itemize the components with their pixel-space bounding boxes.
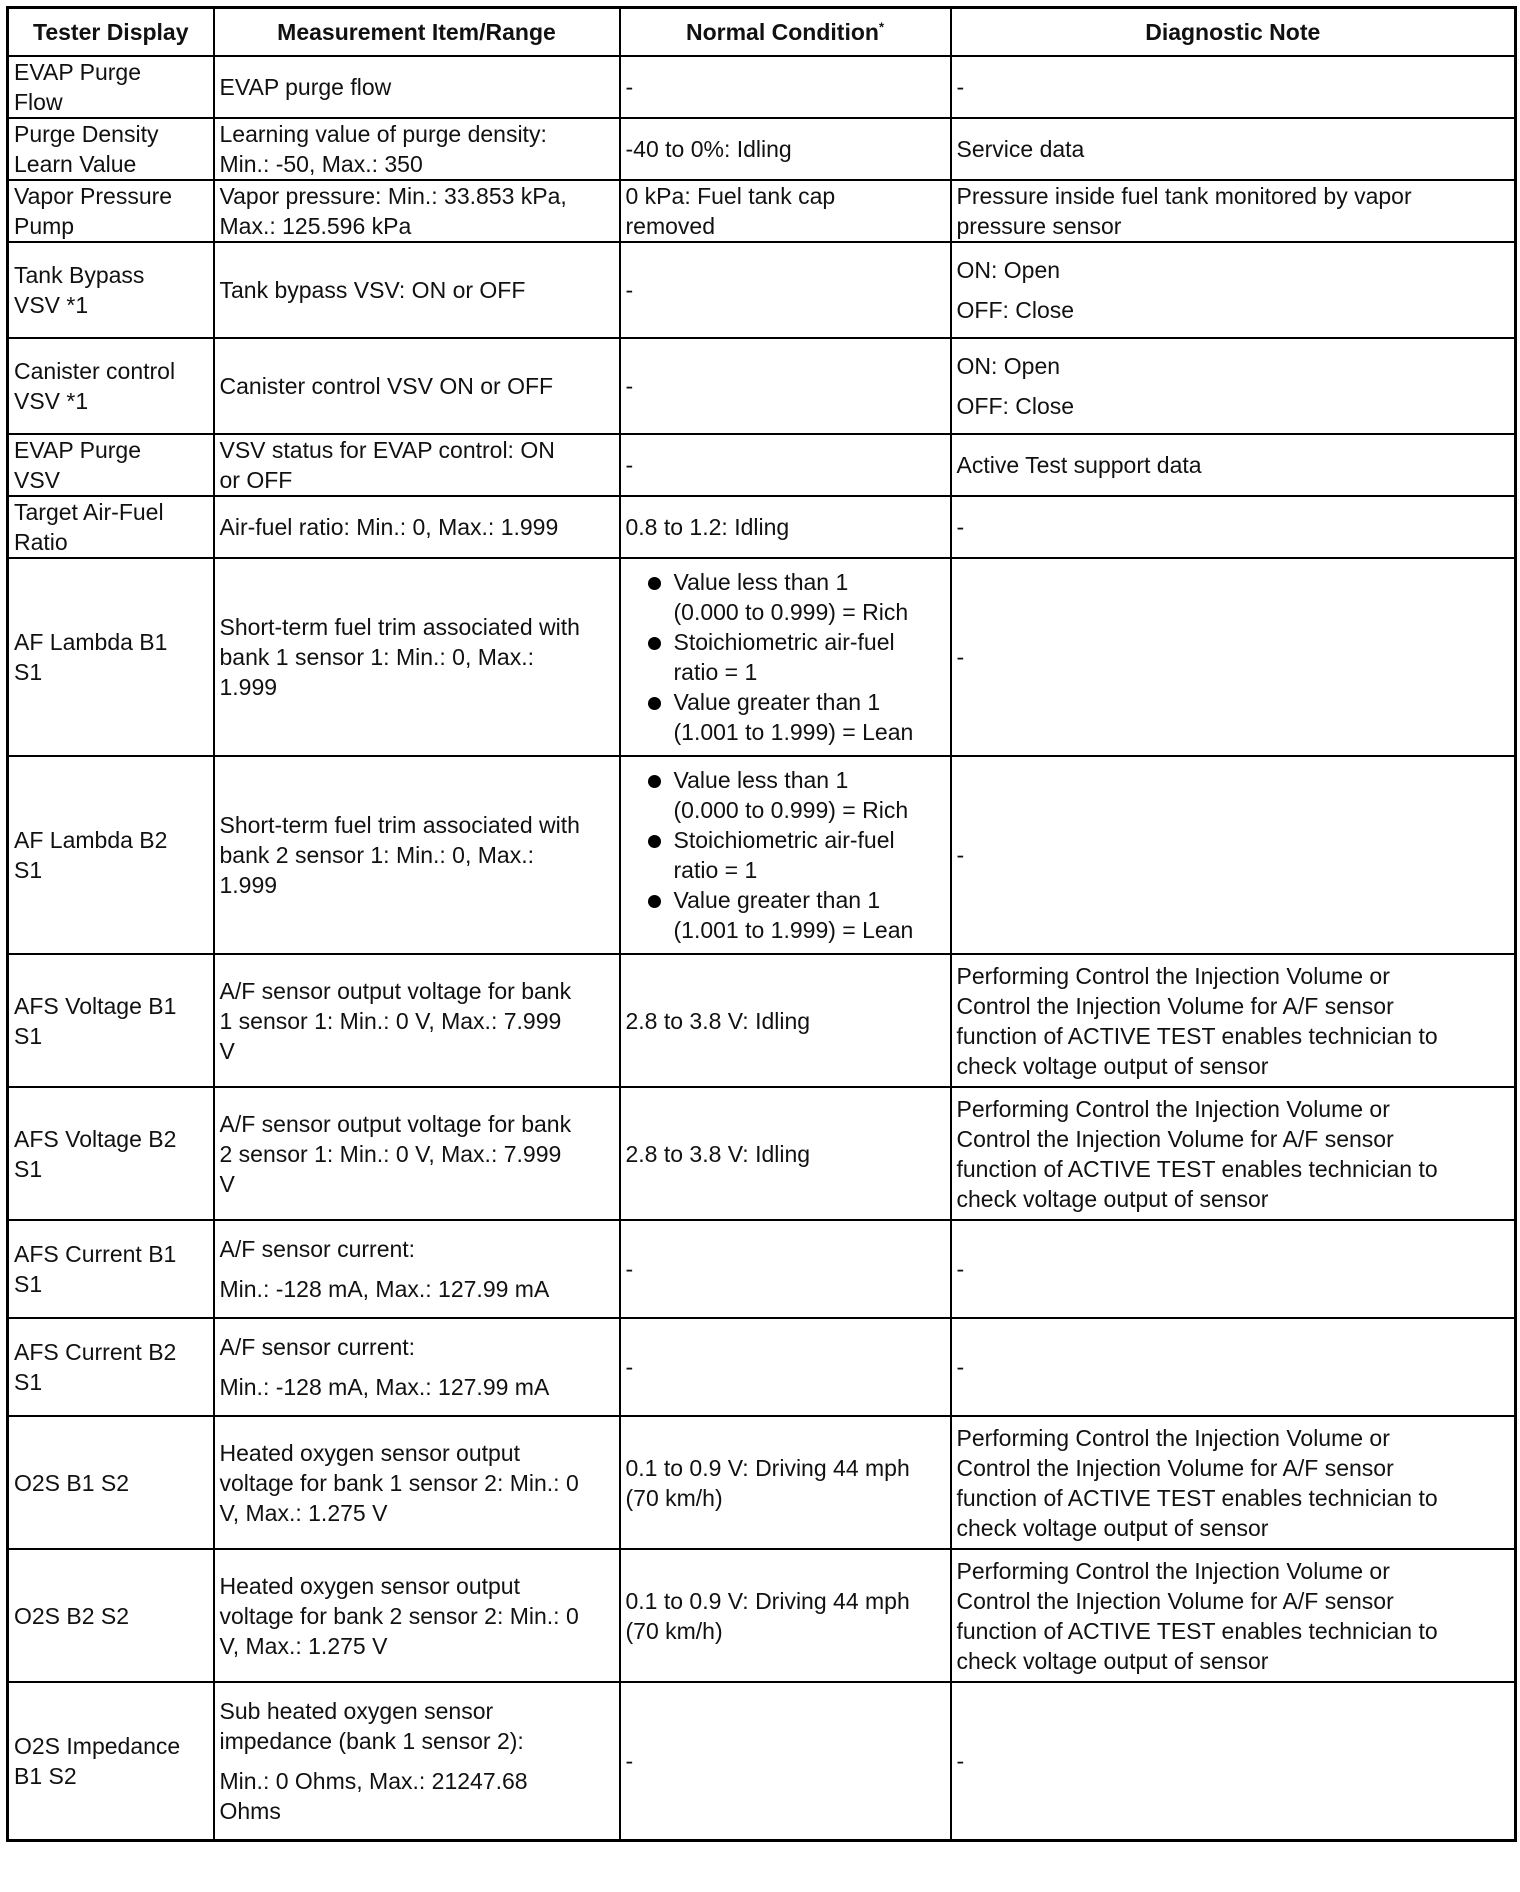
cell-text: -	[956, 74, 965, 100]
list-item	[626, 567, 945, 627]
cell-text: -	[956, 1354, 965, 1380]
bullet-text: Value less than 1 (0.000 to 0.999) = Rich	[673, 767, 909, 823]
cell-measurement	[214, 756, 620, 954]
cell-text: -	[625, 373, 634, 399]
table-row	[8, 1087, 1516, 1220]
cell-text: Canister control VSV ON or OFF	[219, 373, 554, 399]
cell-measurement	[214, 954, 620, 1087]
bullet-icon	[648, 697, 661, 710]
cell-measurement	[214, 338, 620, 434]
cell-text: Air-fuel ratio: Min.: 0, Max.: 1.999	[219, 514, 559, 540]
table-row	[8, 1220, 1516, 1318]
list-item	[626, 627, 945, 687]
data-table	[6, 6, 1517, 1842]
cell-text: Min.: -128 mA, Max.: 127.99 mA	[219, 1374, 550, 1400]
cell-text: -	[625, 74, 634, 100]
bullet-text: Stoichiometric air-fuel ratio = 1	[673, 629, 895, 685]
cell-diagnostic-note	[951, 1549, 1516, 1682]
paragraph-gap	[220, 1756, 614, 1766]
cell-text: -	[956, 514, 965, 540]
cell-text: 0 kPa: Fuel tank cap removed	[625, 183, 836, 239]
cell-text: Service data	[956, 136, 1085, 162]
cell-normal-condition	[620, 118, 951, 180]
cell-normal-condition	[620, 496, 951, 558]
cell-normal-condition	[620, 1220, 951, 1318]
cell-diagnostic-note	[951, 1318, 1516, 1416]
bullet-icon	[648, 775, 661, 788]
cell-diagnostic-note	[951, 434, 1516, 496]
cell-text: A/F sensor output voltage for bank 2 sensor 1: Min.: 0 V, Max.: 7.999 V	[219, 1110, 572, 1197]
cell-text: EVAP purge flow	[219, 74, 392, 100]
header-diagnostic-note	[951, 8, 1516, 57]
header-label: Normal Condition	[686, 19, 879, 45]
cell-diagnostic-note	[951, 1682, 1516, 1840]
cell-tester-display: O2S B2 S2	[8, 1549, 214, 1682]
cell-tester-display: O2S Impedance B1 S2	[8, 1682, 214, 1840]
cell-diagnostic-note	[951, 558, 1516, 756]
table-row	[8, 496, 1516, 558]
cell-text: VSV status for EVAP control: ON or OFF	[219, 437, 555, 493]
table-row	[8, 56, 1516, 118]
cell-text: -	[625, 1354, 634, 1380]
paragraph-gap	[220, 1264, 614, 1274]
cell-measurement	[214, 496, 620, 558]
cell-text: A/F sensor output voltage for bank 1 sensor 1: Min.: 0 V, Max.: 7.999 V	[219, 977, 572, 1064]
cell-text: Performing Control the Injection Volume or Control the Injection Volume for A/F sensor function of ACTIVE TEST enables technician to check voltage output of sensor	[956, 1557, 1438, 1674]
header-label: Measurement Item/Range	[277, 19, 556, 45]
cell-normal-condition	[620, 1682, 951, 1840]
table-header-row	[8, 8, 1516, 57]
bullet-icon	[648, 637, 661, 650]
cell-diagnostic-note	[951, 954, 1516, 1087]
cell-tester-display: EVAP Purge Flow	[8, 56, 214, 118]
list-item	[626, 687, 945, 747]
table-body	[8, 56, 1516, 1840]
header-normal-condition	[620, 8, 951, 57]
cell-normal-condition	[620, 180, 951, 242]
cell-text: Learning value of purge density: Min.: -50, Max.: 350	[219, 121, 547, 177]
cell-measurement	[214, 434, 620, 496]
table-row	[8, 558, 1516, 756]
cell-normal-condition	[620, 242, 951, 338]
bullet-text: Value greater than 1 (1.001 to 1.999) = Lean	[673, 887, 914, 943]
cell-text: 2.8 to 3.8 V: Idling	[625, 1007, 811, 1034]
bullet-list	[626, 765, 945, 945]
cell-tester-display: AFS Current B2 S1	[8, 1318, 214, 1416]
cell-measurement	[214, 242, 620, 338]
cell-text: Short-term fuel trim associated with bank 2 sensor 1: Min.: 0, Max.: 1.999	[219, 812, 580, 898]
cell-measurement	[214, 558, 620, 756]
cell-text: 0.1 to 0.9 V: Driving 44 mph (70 km/h)	[625, 1454, 910, 1511]
cell-tester-display: AFS Current B1 S1	[8, 1220, 214, 1318]
cell-text: OFF: Close	[956, 297, 1075, 323]
cell-text: -	[956, 1256, 965, 1282]
cell-text: Sub heated oxygen sensor impedance (bank 1 sensor 2):	[219, 1697, 524, 1754]
cell-diagnostic-note	[951, 1416, 1516, 1549]
cell-tester-display: AFS Voltage B2 S1	[8, 1087, 214, 1220]
cell-text: A/F sensor current:	[219, 1334, 416, 1360]
cell-text: ON: Open	[956, 353, 1061, 379]
cell-tester-display: Purge Density Learn Value	[8, 118, 214, 180]
cell-tester-display: AF Lambda B1 S1	[8, 558, 214, 756]
bullet-list	[626, 567, 945, 747]
table-row	[8, 756, 1516, 954]
cell-normal-condition	[620, 954, 951, 1087]
table-row	[8, 1318, 1516, 1416]
bullet-text: Value greater than 1 (1.001 to 1.999) = Lean	[673, 689, 914, 745]
cell-diagnostic-note	[951, 338, 1516, 434]
table-row	[8, 434, 1516, 496]
cell-measurement	[214, 1318, 620, 1416]
cell-text: -40 to 0%: Idling	[625, 136, 792, 162]
cell-measurement	[214, 118, 620, 180]
bullet-icon	[648, 835, 661, 848]
cell-text: Short-term fuel trim associated with bank 1 sensor 1: Min.: 0, Max.: 1.999	[219, 614, 580, 700]
cell-tester-display: Target Air-Fuel Ratio	[8, 496, 214, 558]
cell-measurement	[214, 1682, 620, 1840]
cell-tester-display: EVAP Purge VSV	[8, 434, 214, 496]
cell-text: -	[625, 1256, 634, 1282]
cell-diagnostic-note	[951, 242, 1516, 338]
cell-text: -	[956, 842, 965, 868]
cell-text: -	[625, 1747, 634, 1774]
bullet-icon	[648, 895, 661, 908]
cell-normal-condition	[620, 338, 951, 434]
header-label: Tester Display	[32, 19, 189, 45]
cell-text: Vapor pressure: Min.: 33.853 kPa, Max.: 125.596 kPa	[219, 183, 567, 239]
cell-text: 0.1 to 0.9 V: Driving 44 mph (70 km/h)	[625, 1587, 910, 1644]
cell-text: Performing Control the Injection Volume or Control the Injection Volume for A/F sensor function of ACTIVE TEST enables technician to check voltage output of sensor	[956, 1095, 1438, 1212]
cell-measurement	[214, 180, 620, 242]
cell-normal-condition	[620, 558, 951, 756]
cell-normal-condition	[620, 756, 951, 954]
cell-text: Performing Control the Injection Volume or Control the Injection Volume for A/F sensor function of ACTIVE TEST enables technician to check voltage output of sensor	[956, 962, 1438, 1079]
table-row	[8, 1682, 1516, 1840]
cell-diagnostic-note	[951, 756, 1516, 954]
table-row	[8, 242, 1516, 338]
cell-diagnostic-note	[951, 496, 1516, 558]
table-row	[8, 1549, 1516, 1682]
paragraph-gap	[957, 285, 1510, 295]
cell-normal-condition	[620, 56, 951, 118]
cell-measurement	[214, 1220, 620, 1318]
cell-text: -	[956, 644, 965, 670]
cell-text: OFF: Close	[956, 393, 1075, 419]
cell-normal-condition	[620, 1087, 951, 1220]
paragraph-gap	[220, 1362, 614, 1372]
cell-tester-display: Tank Bypass VSV *1	[8, 242, 214, 338]
page	[6, 6, 1514, 1842]
table-row	[8, 1416, 1516, 1549]
cell-measurement	[214, 1087, 620, 1220]
cell-diagnostic-note	[951, 56, 1516, 118]
cell-diagnostic-note	[951, 118, 1516, 180]
table-row	[8, 954, 1516, 1087]
bullet-text: Stoichiometric air-fuel ratio = 1	[673, 827, 895, 883]
cell-text: Performing Control the Injection Volume or Control the Injection Volume for A/F sensor function of ACTIVE TEST enables technician to check voltage output of sensor	[956, 1424, 1438, 1541]
cell-normal-condition	[620, 1318, 951, 1416]
cell-text: Tank bypass VSV: ON or OFF	[219, 277, 526, 303]
cell-tester-display: Canister control VSV *1	[8, 338, 214, 434]
header-measurement	[214, 8, 620, 57]
cell-text: Heated oxygen sensor output voltage for bank 1 sensor 2: Min.: 0 V, Max.: 1.275 V	[219, 1439, 579, 1526]
cell-diagnostic-note	[951, 180, 1516, 242]
cell-text: Heated oxygen sensor output voltage for bank 2 sensor 2: Min.: 0 V, Max.: 1.275 V	[219, 1572, 579, 1659]
cell-normal-condition	[620, 434, 951, 496]
cell-text: Min.: 0 Ohms, Max.: 21247.68 Ohms	[219, 1767, 528, 1824]
list-item	[626, 825, 945, 885]
cell-diagnostic-note	[951, 1087, 1516, 1220]
cell-tester-display: O2S B1 S2	[8, 1416, 214, 1549]
cell-measurement	[214, 56, 620, 118]
header-label: Diagnostic Note	[1145, 19, 1321, 45]
cell-text: -	[956, 1747, 965, 1774]
list-item	[626, 765, 945, 825]
cell-measurement	[214, 1549, 620, 1682]
cell-text: ON: Open	[956, 257, 1061, 283]
cell-normal-condition	[620, 1416, 951, 1549]
paragraph-gap	[957, 381, 1510, 391]
bullet-icon	[648, 577, 661, 590]
cell-tester-display: AFS Voltage B1 S1	[8, 954, 214, 1087]
cell-text: A/F sensor current:	[219, 1236, 416, 1262]
table-row	[8, 118, 1516, 180]
header-tester-display	[8, 8, 214, 57]
bullet-text: Value less than 1 (0.000 to 0.999) = Rich	[673, 569, 909, 625]
table-row	[8, 180, 1516, 242]
cell-normal-condition	[620, 1549, 951, 1682]
cell-tester-display: AF Lambda B2 S1	[8, 756, 214, 954]
cell-text: Min.: -128 mA, Max.: 127.99 mA	[219, 1276, 550, 1302]
list-item	[626, 885, 945, 945]
cell-text: 0.8 to 1.2: Idling	[625, 514, 790, 540]
cell-diagnostic-note	[951, 1220, 1516, 1318]
cell-text: Pressure inside fuel tank monitored by vapor pressure sensor	[956, 183, 1412, 239]
cell-text: Active Test support data	[956, 452, 1202, 478]
header-footnote-marker: *	[878, 19, 884, 35]
cell-text: 2.8 to 3.8 V: Idling	[625, 1140, 811, 1167]
cell-text: -	[625, 277, 634, 303]
cell-text: -	[625, 452, 634, 478]
cell-measurement	[214, 1416, 620, 1549]
table-row	[8, 338, 1516, 434]
cell-tester-display: Vapor Pressure Pump	[8, 180, 214, 242]
